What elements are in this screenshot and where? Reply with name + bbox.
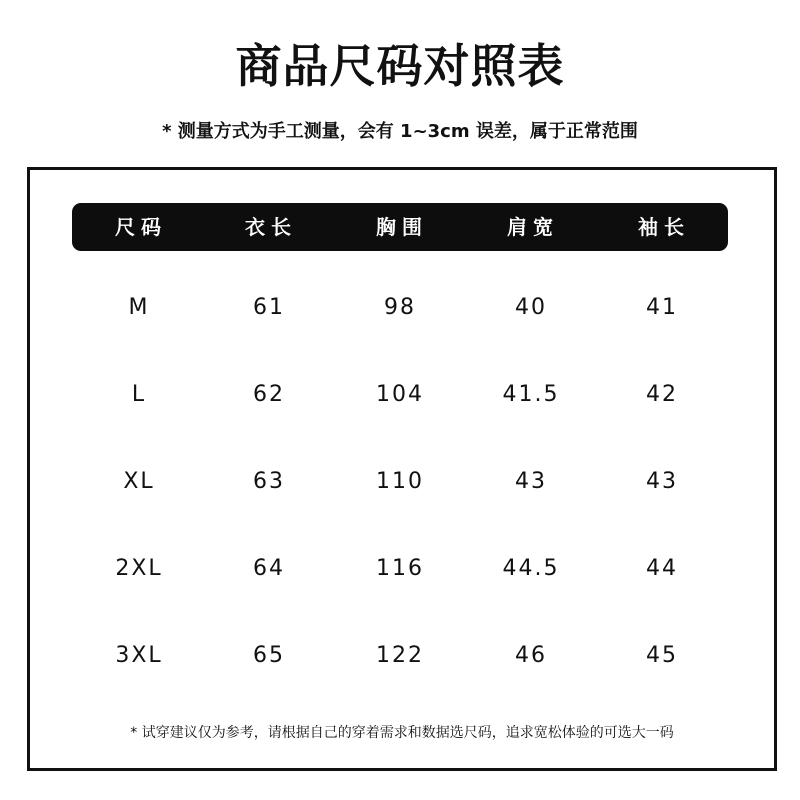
- cell-size: 2XL: [115, 556, 163, 581]
- cell-length: 61: [253, 295, 285, 320]
- table-header: [72, 203, 728, 251]
- cell-sleeve: 42: [646, 382, 678, 407]
- header-chest: 胸围: [376, 215, 428, 239]
- header-size: 尺码: [115, 215, 167, 239]
- cell-chest: 110: [376, 469, 424, 494]
- cell-size: 3XL: [115, 643, 163, 668]
- table-row: [72, 636, 728, 676]
- cell-sleeve: 44: [646, 556, 678, 581]
- header-length: 衣长: [245, 215, 297, 239]
- table-row: [72, 288, 728, 328]
- cell-chest: 98: [384, 295, 416, 320]
- cell-shoulder: 40: [515, 295, 547, 320]
- cell-size: XL: [123, 469, 155, 494]
- cell-length: 62: [253, 382, 285, 407]
- cell-chest: 122: [376, 643, 424, 668]
- page-title: 商品尺码对照表: [235, 39, 565, 93]
- cell-shoulder: 46: [515, 643, 547, 668]
- measurement-note: * 测量方式为手工测量，会有 1~3cm 误差，属于正常范围: [162, 121, 638, 142]
- fit-advice-note: * 试穿建议仅为参考，请根据自己的穿着需求和数据选尺码，追求宽松体验的可选大一码: [130, 725, 674, 741]
- cell-chest: 116: [376, 556, 424, 581]
- cell-length: 63: [253, 469, 285, 494]
- table-row: [72, 549, 728, 589]
- header-shoulder: 肩宽: [507, 215, 559, 239]
- cell-length: 64: [253, 556, 285, 581]
- table-row: [72, 462, 728, 502]
- header-sleeve: 袖长: [638, 215, 690, 239]
- cell-length: 65: [253, 643, 285, 668]
- cell-sleeve: 43: [646, 469, 678, 494]
- cell-sleeve: 41: [646, 295, 678, 320]
- cell-size: M: [128, 295, 150, 320]
- cell-sleeve: 45: [646, 643, 678, 668]
- size-chart-frame: [27, 167, 777, 771]
- cell-chest: 104: [376, 382, 424, 407]
- cell-size: L: [131, 382, 147, 407]
- cell-shoulder: 44.5: [502, 556, 560, 581]
- table-row: [72, 375, 728, 415]
- cell-shoulder: 41.5: [502, 382, 560, 407]
- cell-shoulder: 43: [515, 469, 547, 494]
